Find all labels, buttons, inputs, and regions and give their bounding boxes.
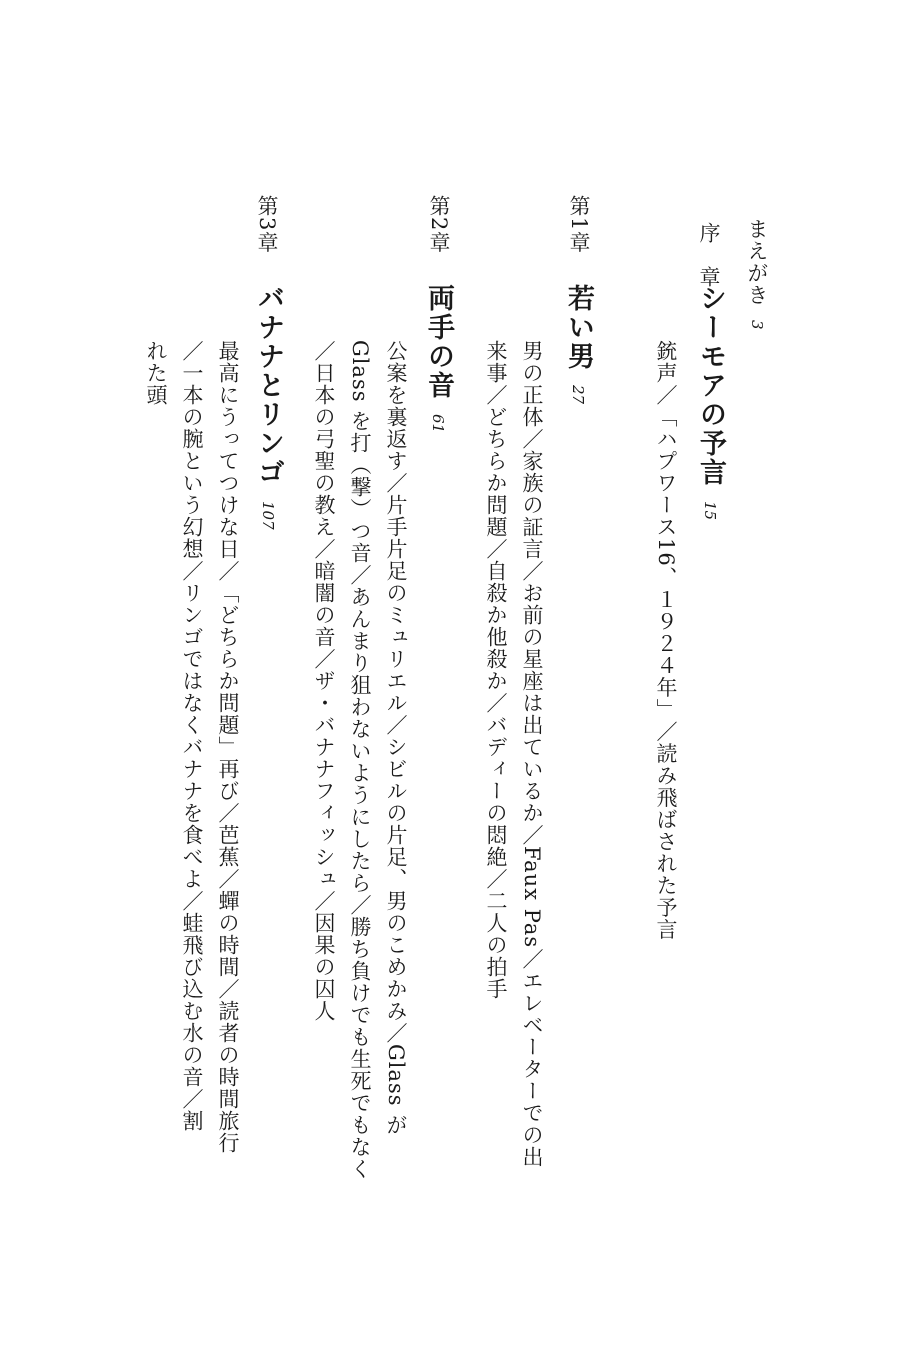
chapter3-sections: [138, 340, 246, 1154]
chapter2-label: 第2章: [427, 195, 451, 254]
chapter2-sections-line-3: ／日本の弓聖の教え／暗闇の音／ザ・バナナフィッシュ／因果の囚人: [312, 340, 336, 1022]
toc-entry-chapter2[interactable]: [419, 284, 458, 433]
prologue-label: 序 章: [697, 222, 721, 288]
chapter2-page-number: 61: [429, 414, 447, 434]
chapter3-sections-line-1: 最高にうってつけな日／「どちらか問題」再び／芭蕉／蟬の時間／読者の時間旅行: [216, 340, 240, 1154]
toc-entry-chapter3[interactable]: [249, 284, 288, 530]
chapter3-sections-line-2: ／一本の腕という幻想／リンゴではなくバナナを食べよ／蛙飛び込む水の音／割: [180, 340, 204, 1132]
prologue-sections-line-1: 銃声／「ハプワース16、１９２４年」／読み飛ばされた予言: [654, 340, 678, 941]
chapter1-title: 若い男: [563, 284, 594, 371]
chapter2-sections: [306, 340, 414, 1180]
chapter2-sections-line-2: Glass を打（撃）つ音／あんまり狙わないようにしたら／勝ち負けでも生死でもなく: [348, 340, 372, 1181]
chapter2-title: 両手の音: [423, 284, 454, 400]
chapter2-sections-line-1: 公案を裏返す／片手片足のミュリエル／シビルの片足、男のこめかみ／Glass が: [384, 340, 408, 1137]
chapter1-sections: [478, 340, 550, 1168]
chapter1-label: 第1章: [567, 195, 591, 254]
chapter1-sections-line-1: 男の正体／家族の証言／お前の星座は出ているか／Faux Pas／エレベーターでの出: [520, 340, 544, 1169]
chapter3-title: バナナとリンゴ: [253, 284, 284, 487]
chapter1-page-number: 27: [569, 385, 587, 405]
chapter3-sections-line-3: れた頭: [144, 340, 168, 406]
preface-title: まえがき: [745, 218, 769, 306]
prologue-page-number: 15: [701, 501, 719, 521]
preface-page-number: 3: [748, 320, 766, 330]
prologue-title: シーモアの予言: [695, 284, 726, 487]
chapter3-page-number: 107: [259, 501, 277, 530]
toc-entry-chapter1[interactable]: [559, 284, 598, 404]
chapter3-label: 第3章: [255, 195, 279, 254]
chapter1-sections-line-2: 来事／どちらか問題／自殺か他殺か／バディーの悶絶／二人の拍手: [484, 340, 508, 1000]
prologue-sections: [655, 340, 676, 941]
toc-entry-prologue[interactable]: [691, 284, 730, 520]
toc-entry-preface[interactable]: [742, 218, 772, 330]
